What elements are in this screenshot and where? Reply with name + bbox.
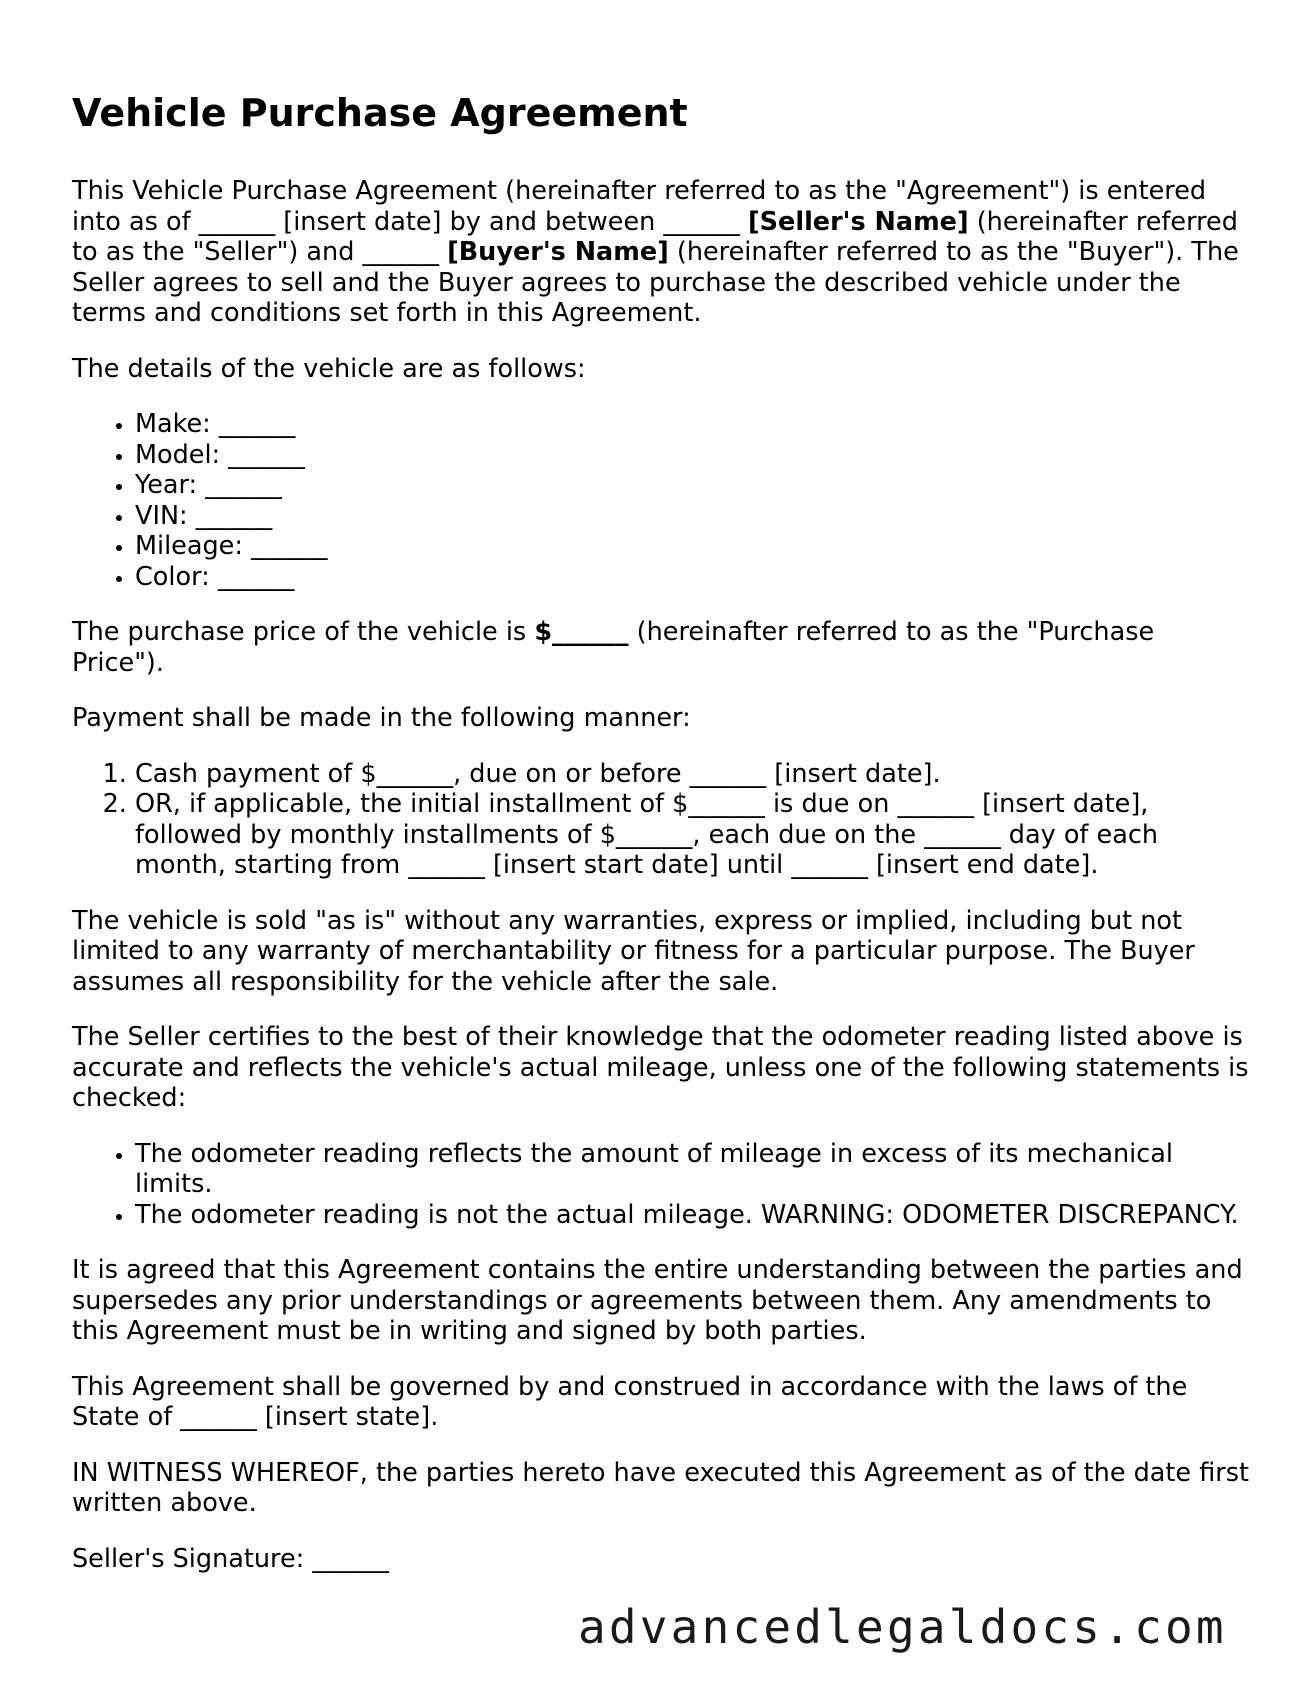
buyer-name-placeholder: [Buyer's Name] <box>447 237 669 267</box>
governing-law-paragraph: This Agreement shall be governed by and construed in accordance with the laws of the State of ______ [insert state]. <box>72 1371 1188 1432</box>
odometer-statements-list <box>72 1139 1252 1231</box>
site-watermark: advancedlegaldocs.com <box>578 1600 1227 1654</box>
vehicle-detail-make: • Make: ______ <box>135 409 1252 440</box>
odometer-intro: The Seller certifies to the best of their knowledge that the odometer reading listed above is accurate and reflects the vehicle's actual mileage, unless one of the following statements is checked: <box>72 1022 1249 1113</box>
intro-text-2: (hereinafter referred to as the "Seller") and ______ <box>72 206 1238 267</box>
payment-term-cash: 1. Cash payment of $______, due on or before ______ [insert date]. <box>135 759 1252 790</box>
vehicle-detail-model: • Model: ______ <box>135 440 1252 471</box>
price-text-1: The purchase price of the vehicle is <box>72 617 535 647</box>
document-title: Vehicle Purchase Agreement <box>72 91 688 135</box>
payment-terms-list <box>72 759 1252 881</box>
intro-paragraph <box>72 176 1252 329</box>
seller-signature-line: Seller's Signature: ______ <box>72 1543 389 1574</box>
vehicle-details-list <box>72 409 1252 592</box>
details-intro: The details of the vehicle are as follows: <box>72 353 586 384</box>
odometer-statement-excess: • The odometer reading reflects the amount of mileage in excess of its mechanical limits. <box>135 1139 1252 1200</box>
intro-text-3: (hereinafter referred to as the "Buyer"). The Seller agrees to sell and the Buyer agrees to purchase the described vehicle under the terms and conditions set forth in this Agreement. <box>72 237 1239 328</box>
odometer-statement-discrepancy: • The odometer reading is not the actual mileage. WARNING: ODOMETER DISCREPANCY. <box>135 1200 1252 1231</box>
vehicle-detail-color: • Color: ______ <box>135 562 1252 593</box>
payment-intro: Payment shall be made in the following manner: <box>72 703 691 733</box>
vehicle-detail-mileage: • Mileage: ______ <box>135 531 1252 562</box>
vehicle-detail-vin: • VIN: ______ <box>135 501 1252 532</box>
price-text-2: (hereinafter referred to as the "Purchase Price"). <box>72 617 1155 678</box>
as-is-paragraph: The vehicle is sold "as is" without any warranties, express or implied, including but not limited to any warranty of merchantability or fitness for a particular purpose. The Buyer assumes all responsibility for the vehicle after the sale. <box>72 905 1195 997</box>
seller-name-placeholder: [Seller's Name] <box>748 206 969 237</box>
witness-paragraph: IN WITNESS WHEREOF, the parties hereto have executed this Agreement as of the date first written above. <box>72 1457 1250 1518</box>
document-page <box>72 88 1252 1599</box>
price-amount-placeholder: $______ <box>534 617 629 647</box>
purchase-price-paragraph <box>72 617 1252 678</box>
intro-text-1: This Vehicle Purchase Agreement (hereinafter referred to as the "Agreement") is entered into as of ______ [insert date] by and between ______ <box>72 176 1207 237</box>
entire-agreement-paragraph: It is agreed that this Agreement contains the entire understanding between the parties and supersedes any prior understandings or agreements between them. Any amendments to this Agreement must be in writing and signed by both parties. <box>72 1255 1243 1346</box>
payment-term-installments: 2. OR, if applicable, the initial installment of $______ is due on ______ [insert date], followed by monthly installments of $______, each due on the ______ day of each month, starting from ______ [insert start date] until ______ [insert end date]. <box>135 789 1252 881</box>
vehicle-detail-year: • Year: ______ <box>135 470 1252 501</box>
